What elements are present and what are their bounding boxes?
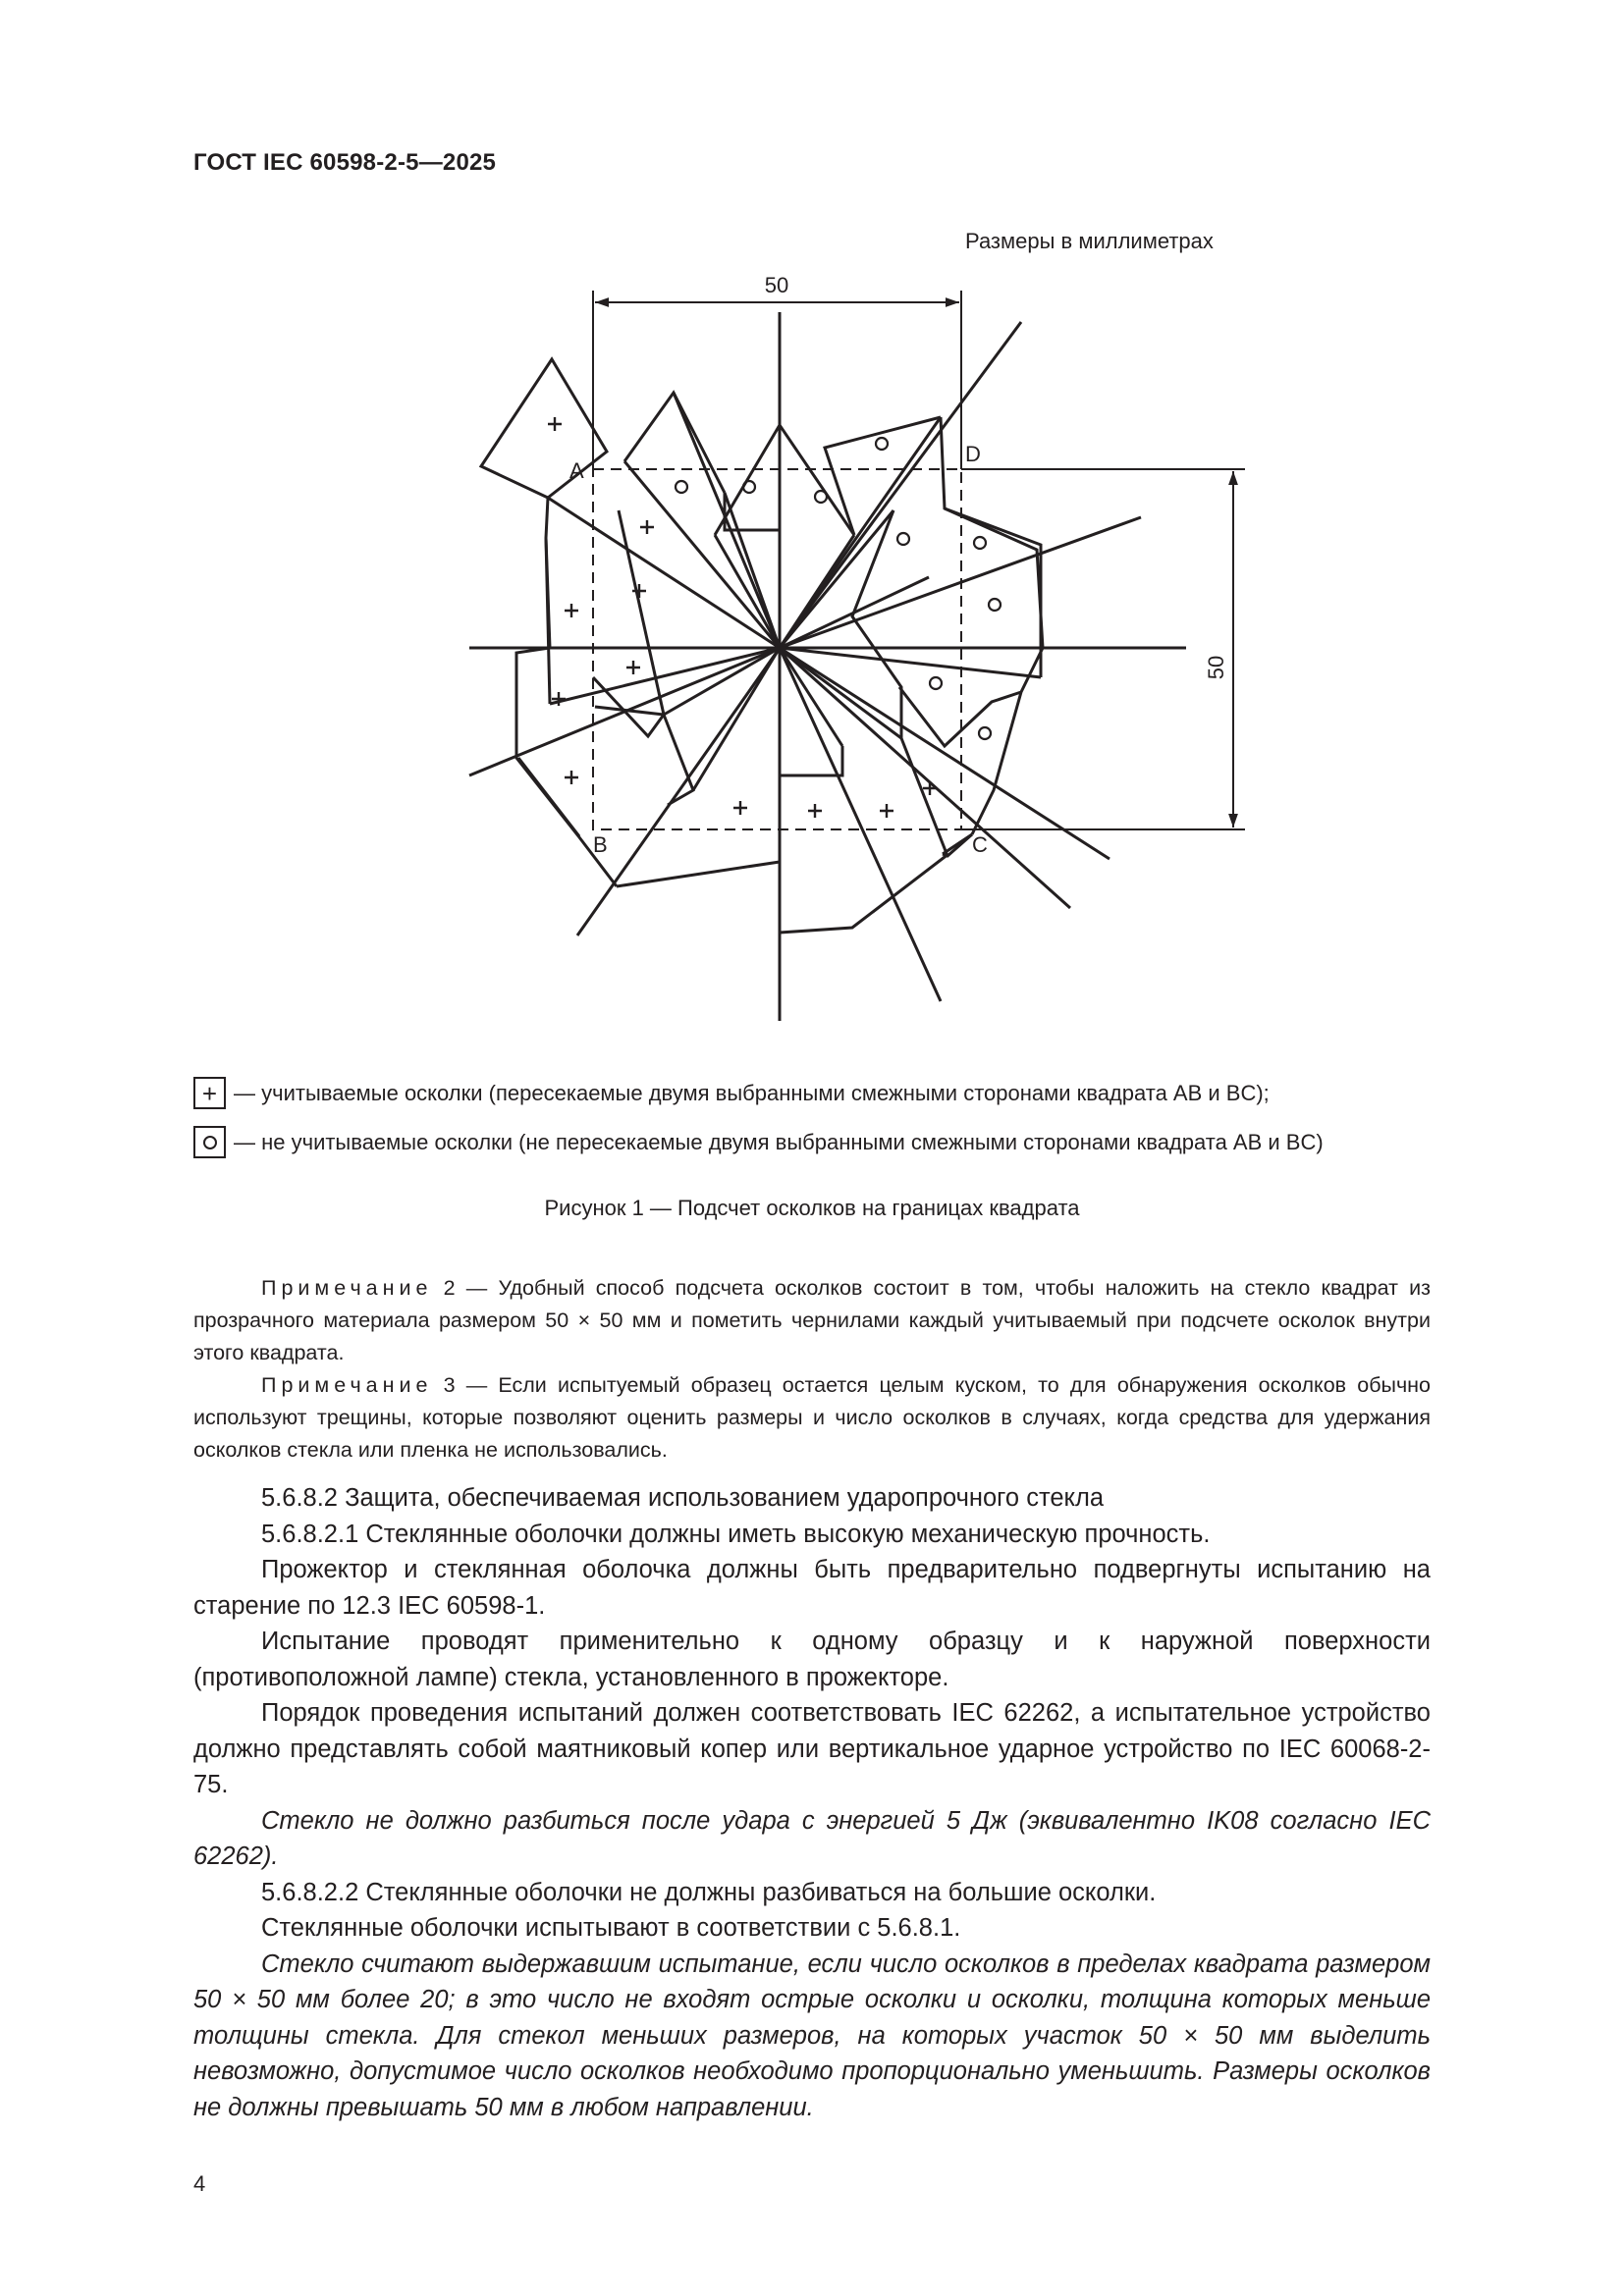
plus-mark <box>733 801 747 815</box>
circle-mark <box>974 537 986 549</box>
plus-mark <box>923 781 937 795</box>
note-2-text: 2 — Удобный способ подсчета осколков состоит в том, чтобы наложить на стекло квадрат из прозрачного материала размером 50 × 50 мм и пометить чернилами каждый учитываемый при подсчете осколок внутри этого квадрата. <box>193 1276 1431 1364</box>
clause-5-6-8-2-2: 5.6.8.2.2 Стеклянные оболочки не должны разбиваться на большие осколки. <box>261 1878 1157 1906</box>
circle-mark <box>743 481 755 493</box>
body-text <box>193 1480 1431 2125</box>
plus-mark <box>565 604 578 617</box>
circle-mark <box>815 491 827 503</box>
dim-horizontal-label: 50 <box>764 273 789 297</box>
legend-counted <box>193 1077 1270 1109</box>
circle-mark <box>989 599 1001 611</box>
paragraph-sample: Испытание проводят применительно к одному образцу и к наружной поверхности (противоположной лампе) стекла, установленного в прожекторе. <box>193 1628 1431 1691</box>
note-2-label: Примечание <box>261 1276 433 1300</box>
legend-counted-text: — учитываемые осколки (пересекаемые двумя выбранными смежными сторонами квадрата AB и BC); <box>234 1080 1270 1105</box>
legend-not-counted-text: — не учитываемые осколки (не пересекаемые двумя выбранными смежными сторонами квадрата AB и BC) <box>234 1129 1324 1154</box>
corner-a-label: A <box>569 458 584 483</box>
clause-5-6-8-2: 5.6.8.2 Защита, обеспечиваемая использованием ударопрочного стекла <box>261 1484 1105 1512</box>
note-3 <box>193 1369 1431 1467</box>
corner-c-label: C <box>972 832 988 857</box>
fragment-count-figure <box>432 265 1228 1031</box>
legend-not-counted <box>193 1126 1324 1158</box>
paragraph-procedure: Порядок проведения испытаний должен соответствовать IEC 62262, а испытательное устройство должно представлять собой маятниковый копер или вертикальное ударное устройство по IEC 60068-2-75. <box>193 1699 1431 1798</box>
paragraph-requirement-impact: Стекло не должно разбиться после удара с энергией 5 Дж (эквивалентно IK08 согласно IEC 62262). <box>193 1806 1431 1870</box>
paragraph-test-method: Стеклянные оболочки испытывают в соответствии с 5.6.8.1. <box>261 1914 961 1942</box>
circle-mark <box>979 727 991 739</box>
note-3-label: Примечание <box>261 1373 433 1397</box>
page-number: 4 <box>193 2171 206 2196</box>
circle-mark <box>930 677 942 689</box>
plus-icon: + <box>193 1077 226 1109</box>
paragraph-ageing: Прожектор и стеклянная оболочка должны быть предварительно подвергнуты испытанию на старение по 12.3 IEC 60598-1. <box>193 1556 1431 1620</box>
corner-d-label: D <box>965 442 981 466</box>
circle-mark <box>876 438 888 450</box>
paragraph-requirement-fragments: Стекло считают выдержавшим испытание, если число осколков в пределах квадрата размером 50 × 50 мм более 20; в это число не входят острые осколки и осколки, толщина которых меньше толщины стекла. Для стекол меньших размеров, на которых участок 50 × 50 мм выделить невозможно, допустимое число осколков необходимо пропорционально уменьшить. Размеры осколков не должны превышать 50 мм в любом направлении. <box>193 1949 1431 2121</box>
plus-mark <box>808 804 822 818</box>
dimension-lines <box>593 291 1245 829</box>
plus-mark <box>880 804 893 818</box>
corner-b-label: B <box>593 832 608 857</box>
plus-mark <box>565 771 578 784</box>
circle-mark <box>897 533 909 545</box>
units-note: Размеры в миллиметрах <box>965 229 1214 253</box>
clause-5-6-8-2-1: 5.6.8.2.1 Стеклянные оболочки должны иметь высокую механическую прочность. <box>261 1520 1211 1548</box>
note-2 <box>193 1272 1431 1369</box>
circle-mark <box>676 481 687 493</box>
document-header: ГОСТ IEC 60598-2-5—2025 <box>193 149 497 176</box>
circle-icon <box>193 1126 226 1158</box>
counted-fragment-marks <box>548 417 937 818</box>
note-3-text: 3 — Если испытуемый образец остается целым куском, то для обнаружения осколков обычно используют трещины, которые позволяют оценить размеры и число осколков в случаях, когда средства для удержания осколков стекла или пленка не использовались. <box>193 1373 1431 1462</box>
crack-lines <box>469 312 1186 1021</box>
plus-mark <box>640 520 654 534</box>
notes-block <box>193 1272 1431 1467</box>
plus-mark <box>548 417 562 431</box>
figure-caption: Рисунок 1 — Подсчет осколков на границах квадрата <box>544 1196 1080 1220</box>
dim-vertical-label: 50 <box>1204 655 1228 680</box>
plus-mark <box>626 661 640 674</box>
